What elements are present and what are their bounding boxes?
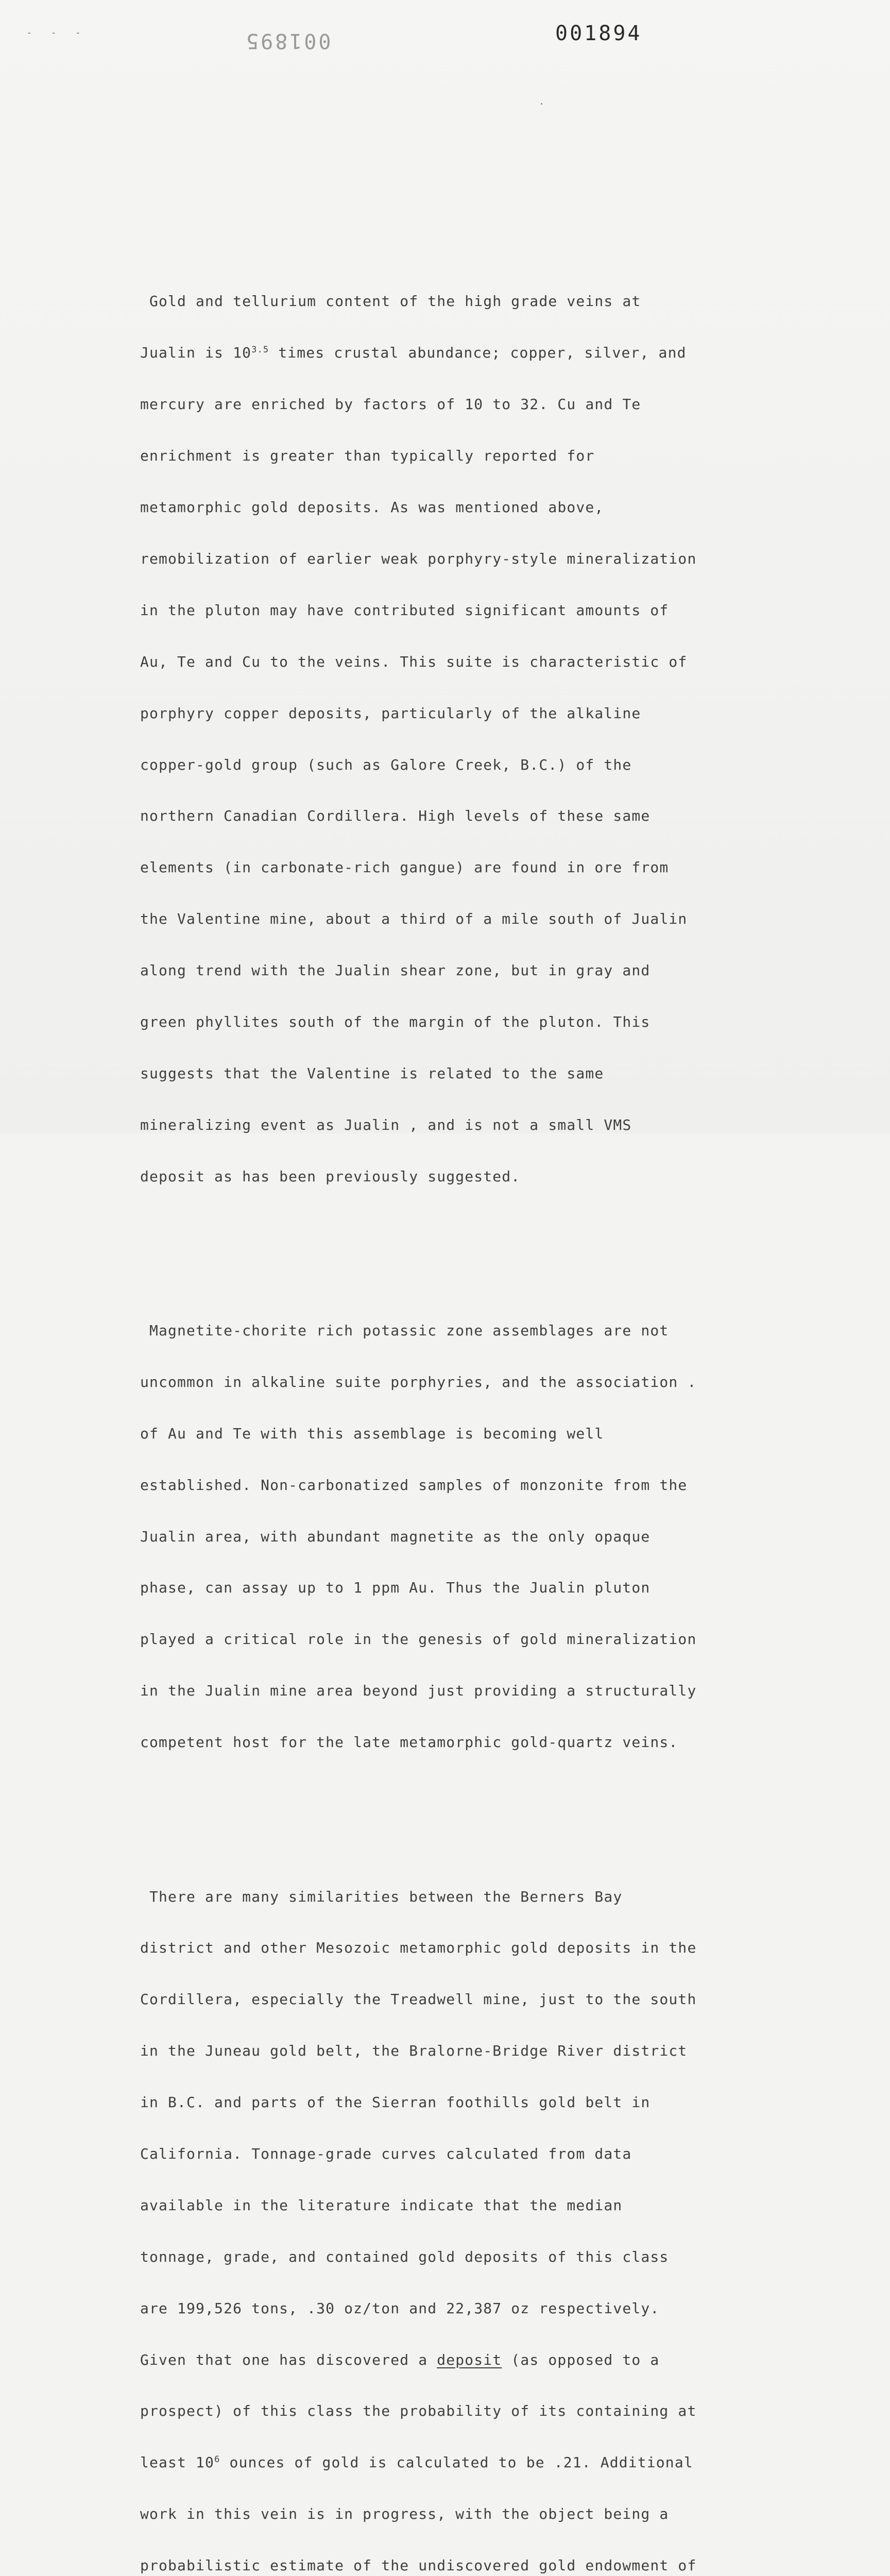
text-line <box>140 344 768 361</box>
text-line: in the Juneau gold belt, the Bralorne-Bridge River district <box>140 2042 688 2060</box>
text-line: in the pluton may have contributed significant amounts of <box>140 601 669 619</box>
text-line: prospect) of this class the probability of its containing at <box>140 2402 697 2420</box>
text-segment: (as opposed to a <box>502 2351 660 2368</box>
text-line: work in this vein is in progress, with the object being a <box>140 2505 669 2523</box>
document-body <box>140 207 768 2576</box>
paragraph-2 <box>140 1287 768 1785</box>
text-segment: Jualin is 10 <box>140 344 252 362</box>
exponent: 6 <box>214 2454 220 2465</box>
text-line: mineralizing event as Jualin , and is not a small VMS <box>140 1116 632 1133</box>
text-line: Jualin area, with abundant magnetite as the only opaque <box>140 1528 651 1545</box>
text-line: established. Non-carbonatized samples of monzonite from the <box>140 1476 688 1494</box>
text-line: Magnetite-chorite rich potassic zone assemblages are not <box>140 1322 669 1339</box>
text-line: competent host for the late metamorphic gold-quartz veins. <box>140 1734 678 1751</box>
text-line: district and other Mesozoic metamorphic gold deposits in the <box>140 1939 697 1957</box>
text-line: along trend with the Jualin shear zone, but in gray and <box>140 962 651 979</box>
text-segment: ounces of gold is calculated to be .21. Additional <box>220 2454 693 2471</box>
page-stamp-number: 001894 <box>555 22 642 45</box>
text-line: There are many similarities between the Berners Bay <box>140 1888 623 1905</box>
text-line: metamorphic gold deposits. As was mentioned above, <box>140 499 604 516</box>
text-line: phase, can assay up to 1 ppm Au. Thus the Jualin pluton <box>140 1579 651 1597</box>
text-segment: times crustal abundance; copper, silver, and <box>269 344 687 362</box>
text-line: porphyry copper deposits, particularly of the alkaline <box>140 704 641 722</box>
text-line: suggests that the Valentine is related to the same <box>140 1064 604 1082</box>
underlined-word: deposit <box>437 2351 502 2368</box>
text-line: deposit as has been previously suggested. <box>140 1167 521 1185</box>
text-line: Gold and tellurium content of the high grade veins at <box>140 293 641 310</box>
paragraph-3 <box>140 1854 768 2576</box>
text-line: elements (in carbonate-rich gangue) are found in ore from <box>140 859 669 876</box>
text-line: remobilization of earlier weak porphyry-style mineralization <box>140 550 697 567</box>
text-line: uncommon in alkaline suite porphyries, and the association . <box>140 1373 697 1391</box>
mirrored-stamp-number: 001895 <box>244 29 331 53</box>
text-line: Au, Te and Cu to the veins. This suite is characteristic of <box>140 653 688 670</box>
text-line: the Valentine mine, about a third of a mile south of Jualin <box>140 910 688 928</box>
text-line: California. Tonnage-grade curves calculated from data <box>140 2145 632 2162</box>
text-line <box>140 2454 768 2471</box>
text-line: tonnage, grade, and contained gold deposits of this class <box>140 2248 669 2265</box>
text-line: in the Jualin mine area beyond just providing a structurally <box>140 1682 697 1700</box>
text-line: played a critical role in the genesis of gold mineralization <box>140 1631 697 1648</box>
text-segment: Given that one has discovered a <box>140 2351 437 2368</box>
text-segment: least 10 <box>140 2454 215 2471</box>
text-line: in B.C. and parts of the Sierran foothills gold belt in <box>140 2094 651 2111</box>
text-line: enrichment is greater than typically reported for <box>140 447 595 465</box>
exponent: 3.5 <box>251 345 269 355</box>
text-line: northern Canadian Cordillera. High levels of these same <box>140 807 651 825</box>
text-line: mercury are enriched by factors of 10 to 32. Cu and Te <box>140 396 641 413</box>
text-line: of Au and Te with this assemblage is becoming well <box>140 1425 604 1442</box>
text-line: green phyllites south of the margin of the pluton. This <box>140 1013 651 1030</box>
paragraph-1 <box>140 259 768 1219</box>
text-line: copper-gold group (such as Galore Creek, B.C.) of the <box>140 756 632 773</box>
text-line <box>140 2351 768 2368</box>
corner-marks: - - - <box>27 28 88 38</box>
text-line: available in the literature indicate that the median <box>140 2196 623 2214</box>
text-line: probabilistic estimate of the undiscovered gold endowment of <box>140 2557 697 2574</box>
text-line: Cordillera, especially the Treadwell mine, just to the south <box>140 1991 697 2008</box>
speck-mark <box>541 103 542 105</box>
text-line: are 199,526 tons, .30 oz/ton and 22,387 oz respectively. <box>140 2299 660 2317</box>
